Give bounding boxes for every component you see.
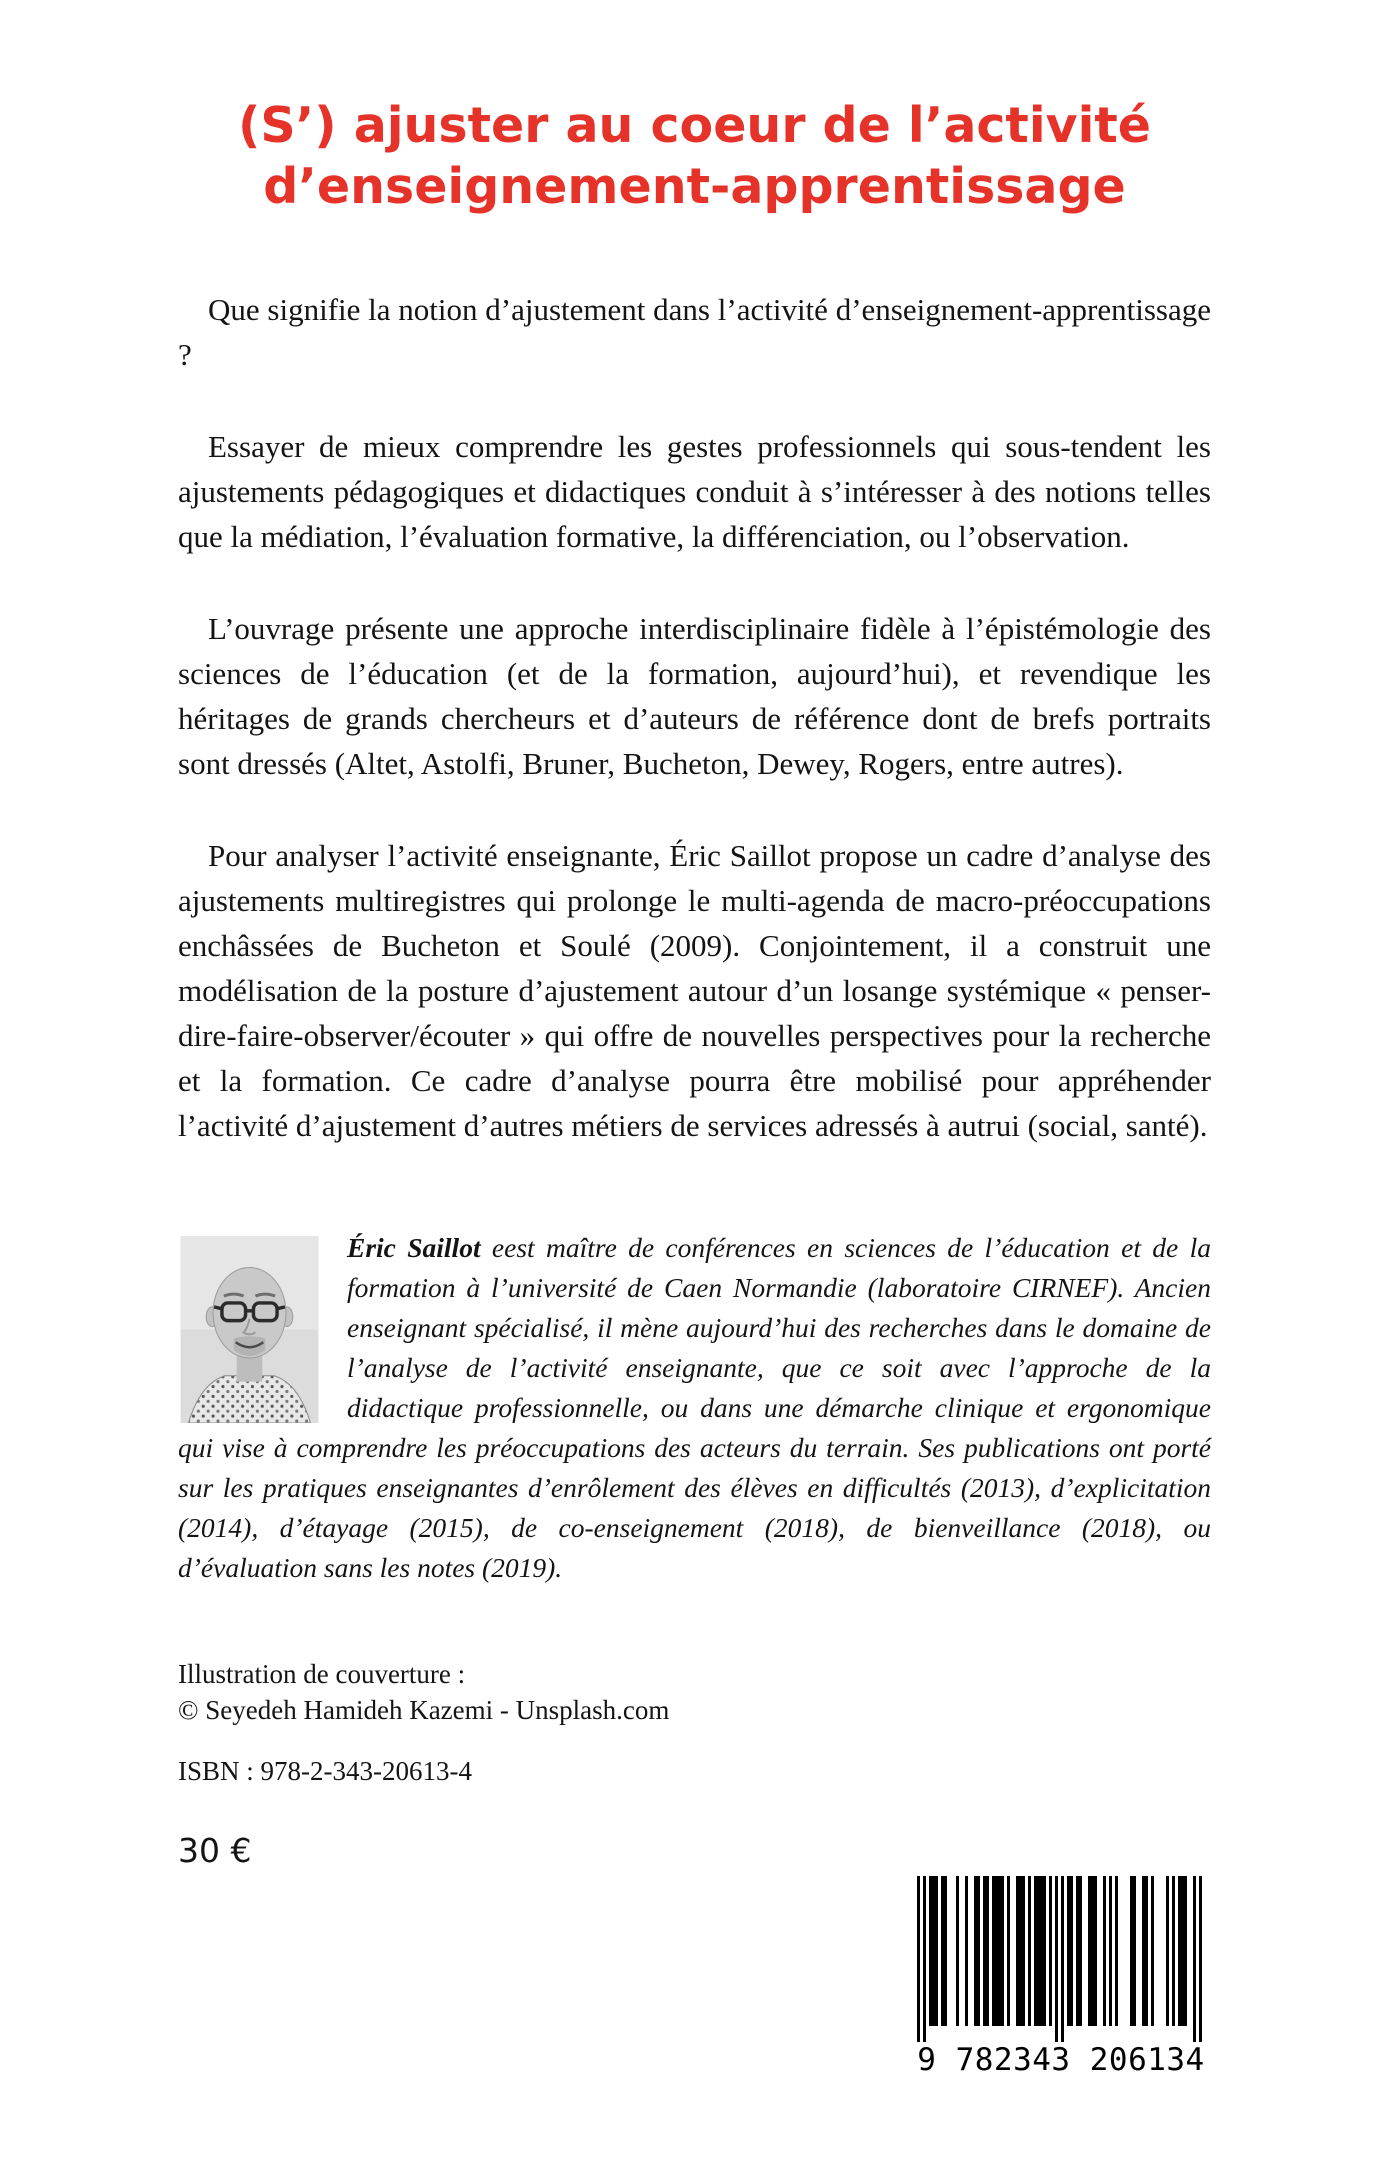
author-name: Éric Saillot: [347, 1232, 481, 1263]
cover-credit-line-2: © Seyedeh Hamideh Kazemi - Unsplash.com: [178, 1695, 670, 1725]
paragraph-cadre-analyse: Pour analyser l’activité enseignante, Éric Saillot propose un cadre d’analyse des ajustements multiregistres qui prolonge le multi-agenda de macro-préoccupations enchâssées de Bucheton et Soulé (2009). Conjointement, il a construit une modélisation de la posture d’ajustement autour d’un losange systémique « penser-dire-faire-observer/écouter » qui offre de nouvelles perspectives pour la recherche et la formation. Ce cadre d’analyse pourra être mobilisé pour appréhender l’activité d’ajustement d’autres métiers de services adressés à autrui (social, santé).: [178, 838, 1211, 1143]
paragraph-ouvrage: L’ouvrage présente une approche interdisciplinaire fidèle à l’épistémologie des sciences de l’éducation (et de la formation, aujourd’hui), et revendique les héritages de grands chercheurs et d’auteurs de référence dont de brefs portraits sont dressés (Altet, Astolfi, Bruner, Bucheton, Dewey, Rogers, entre autres).: [178, 611, 1211, 781]
author-bio-body: eest maître de conférences en sciences de l’éducation et de la formation à l’université de Caen Normandie (laboratoire CIRNEF). Ancien enseignant spécialisé, il mène aujourd’hui des recherches dans le domaine de l’analyse de l’activité enseignante, que ce soit avec l’approche de la didactique professionnelle, ou dans une démarche clinique et ergonomique qui vise à comprendre les préoccupations des acteurs du terrain. Ses publications ont porté sur les pratiques enseignantes d’enrôlement des élèves en difficultés (2013), d’explicitation (2014), d’étayage (2015), de co-enseignement (2018), de bienveillance (2018), ou d’évaluation sans les notes (2019).: [178, 1232, 1211, 1583]
author-bio-text: [178, 1228, 1211, 1588]
title-line-1: (S’) ajuster au coeur de l’activité: [237, 97, 1152, 154]
author-bio: [178, 1228, 1211, 1588]
barcode-number: 9 782343 206134: [917, 2042, 1205, 2078]
footer: [178, 1656, 1211, 1870]
cover-credit: [178, 1656, 1211, 1728]
barcode: [917, 1876, 1205, 2078]
title-line-2: d’enseignement-apprentissage: [263, 158, 1126, 215]
synopsis: [178, 287, 1211, 1148]
price: 30 €: [178, 1831, 252, 1870]
author-portrait-illustration: [178, 1236, 321, 1423]
paragraph-question: Que signifie la notion d’ajustement dans l’activité d’enseignement-apprentissage ?: [178, 292, 1211, 372]
paragraph-gestes-professionnels: Essayer de mieux comprendre les gestes professionnels qui sous-tendent les ajustements pédagogiques et didactiques conduit à s’intéresser à des notions telles que la médiation, l’évaluation formative, la différenciation, ou l’observation.: [178, 429, 1211, 554]
barcode-bars: [917, 1876, 1205, 2042]
book-title: [178, 95, 1211, 217]
isbn: ISBN : 978-2-343-20613-4: [178, 1756, 472, 1786]
cover-credit-line-1: Illustration de couverture :: [178, 1659, 466, 1689]
author-photo: [178, 1236, 321, 1423]
